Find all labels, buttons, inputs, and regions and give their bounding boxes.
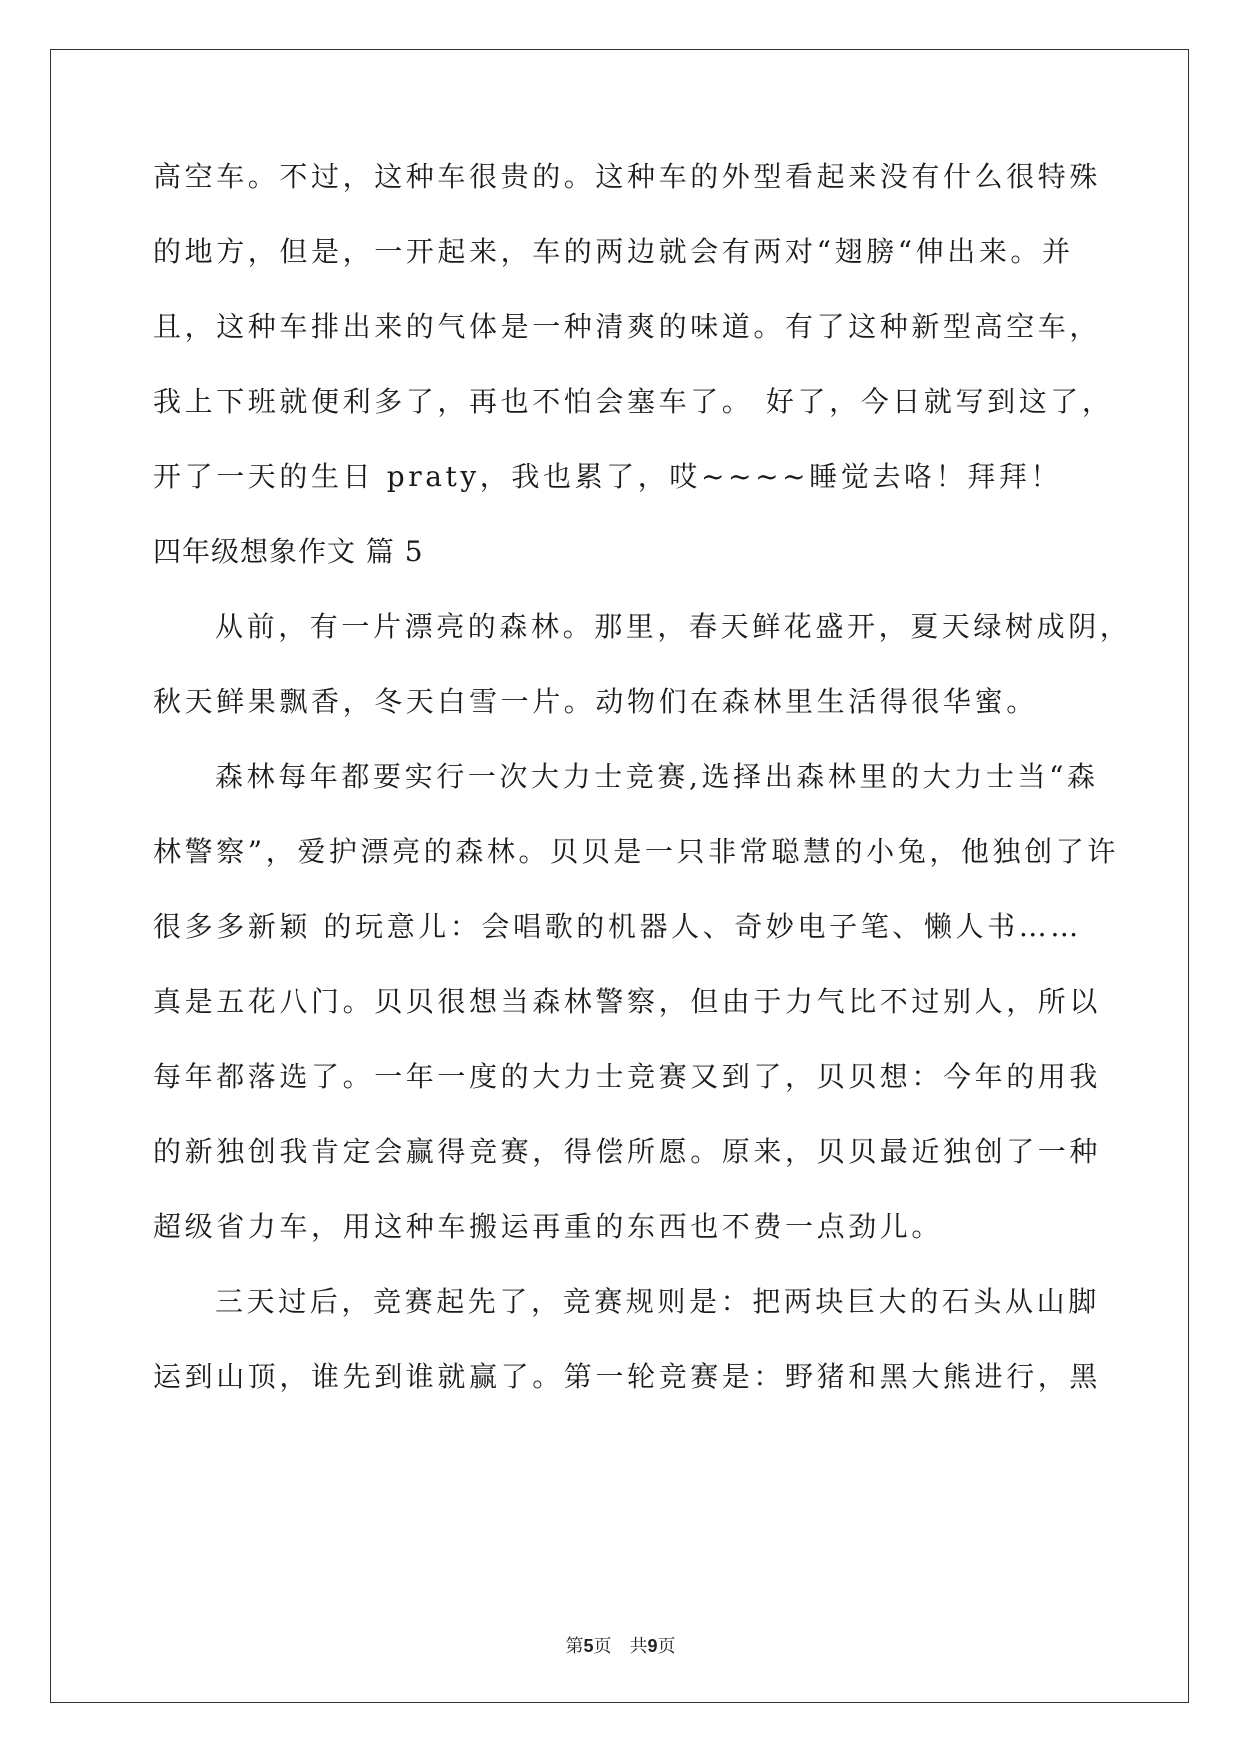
paragraph-3-line-2: 运到山顶，谁先到谁就赢了。第一轮竞赛是：野猪和黑大熊进行，黑: [153, 1360, 1102, 1393]
footer-prefix: 第: [565, 1636, 584, 1657]
paragraph-1-line-1: 从前，有一片漂亮的森林。那里，春天鲜花盛开，夏天绿树成阴，: [215, 610, 1132, 643]
paragraph-2-line-4: 真是五花八门。贝贝很想当森林警察，但由于力气比不过别人，所以: [153, 985, 1102, 1018]
document-body: [153, 160, 1132, 1438]
text-line-4: 我上下班就便利多了，再也不怕会塞车了。 好了，今日就写到这了，: [153, 385, 1114, 418]
paragraph-2-line-5: 每年都落选了。一年一度的大力士竞赛又到了，贝贝想：今年的用我: [153, 1060, 1102, 1093]
page-footer: [0, 1632, 1241, 1658]
paragraph-2-line-7: 超级省力车，用这种车搬运再重的东西也不费一点劲儿。: [153, 1210, 944, 1243]
text-line-2: 的地方，但是，一开起来，车的两边就会有两对“翅膀“伸出来。并: [153, 235, 1074, 268]
paragraph-1-line-2: 秋天鲜果飘香，冬天白雪一片。动物们在森林里生活得很华蜜。: [153, 685, 1038, 718]
text-line-1: 高空车。不过，这种车很贵的。这种车的外型看起来没有什么很特殊: [153, 160, 1102, 193]
paragraph-3-line-1: 三天过后，竞赛起先了，竞赛规则是：把两块巨大的石头从山脚: [215, 1285, 1100, 1318]
paragraph-2-line-2: 林警察”，爱护漂亮的森林。贝贝是一只非常聪慧的小兔，他独创了许: [153, 835, 1119, 868]
footer-total-prefix: 共: [629, 1636, 648, 1657]
current-page-number: 5: [583, 1636, 594, 1656]
section-heading: 四年级想象作文 篇 5: [153, 535, 424, 568]
text-line-3: 且，这种车排出来的气体是一种清爽的味道。有了这种新型高空车，: [153, 310, 1102, 343]
footer-total-unit: 页: [657, 1636, 676, 1657]
total-pages-number: 9: [647, 1636, 658, 1656]
text-line-5: 开了一天的生日 praty，我也累了，哎~~~~睡觉去咯！拜拜！: [153, 460, 1063, 493]
paragraph-2-line-3: 很多多新颖 的玩意儿：会唱歌的机器人、奇妙电子笔、懒人书……: [153, 910, 1082, 943]
paragraph-2-line-1: 森林每年都要实行一次大力士竞赛,选择出森林里的大力士当“森: [215, 760, 1099, 793]
paragraph-2-line-6: 的新独创我肯定会赢得竞赛，得偿所愿。原来，贝贝最近独创了一种: [153, 1135, 1102, 1168]
footer-page-unit: 页: [593, 1636, 612, 1657]
